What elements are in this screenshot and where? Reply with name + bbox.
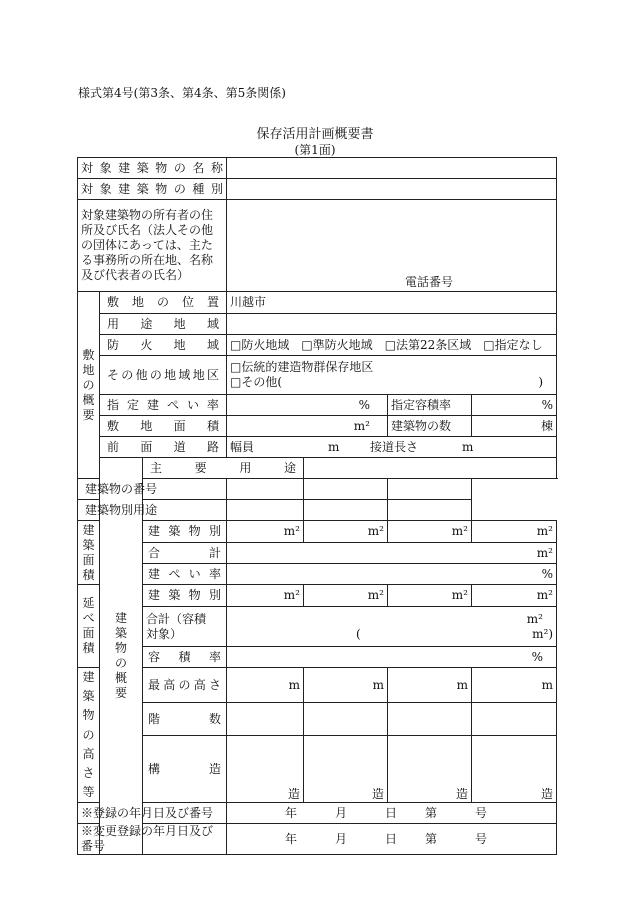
unit-m2: m²	[536, 524, 553, 538]
front-road-field[interactable]	[227, 437, 557, 458]
building-area-total-field[interactable]	[227, 543, 557, 564]
building-area-per-building-label	[143, 521, 227, 543]
floors-label	[143, 703, 227, 736]
label-char: 途	[140, 316, 153, 331]
unit-m: m	[541, 677, 553, 692]
label-char: 建	[118, 181, 131, 196]
building-kind-label	[78, 179, 227, 200]
height-group-line: 高さ	[82, 746, 95, 780]
overview-form-table	[77, 157, 557, 855]
site-location-value: 川越市	[230, 295, 267, 309]
label-char: 象	[99, 181, 112, 196]
label-char: 置	[206, 295, 219, 309]
label-char: 用	[133, 502, 146, 517]
floor-area-4[interactable]	[472, 585, 557, 607]
site-group-char: 地	[82, 362, 95, 377]
bcr-field[interactable]	[227, 395, 388, 416]
structure-2[interactable]	[304, 736, 388, 803]
unit-zo: 造	[287, 787, 300, 802]
site-area-unit: m²	[353, 418, 370, 433]
unit-m2: m²	[536, 588, 553, 602]
building-far-text	[146, 650, 223, 665]
unit-m2: m²	[283, 588, 300, 602]
label-char: 積	[206, 418, 219, 433]
floor-area-total-field[interactable]	[227, 607, 557, 647]
floor-area-group-label	[78, 585, 100, 668]
building-number-4[interactable]	[388, 479, 472, 500]
site-group-char: 概	[82, 392, 95, 407]
label-char: 高	[193, 677, 206, 692]
site-location-text	[103, 295, 223, 310]
label-char: 地	[192, 367, 205, 382]
building-number-2[interactable]	[227, 479, 304, 500]
owner-label	[78, 200, 227, 292]
label-char: 地	[173, 337, 186, 352]
max-height-2[interactable]	[304, 668, 388, 703]
main-use-field[interactable]	[304, 458, 557, 479]
floor-area-paren-unit: m²)	[532, 626, 553, 641]
label-char: 対	[81, 181, 94, 196]
label-char: 他	[135, 367, 148, 382]
label-char: 地	[140, 418, 153, 433]
use-zone-label	[100, 314, 227, 335]
label-char: 築	[97, 502, 110, 517]
reg-dai: 第	[425, 805, 438, 820]
unit-zo: 造	[371, 787, 384, 802]
label-char: 建	[146, 397, 159, 412]
building-number-3[interactable]	[304, 479, 388, 500]
main-use-text	[146, 461, 300, 476]
front-road-text	[103, 440, 223, 455]
label-char: 物	[188, 588, 201, 602]
label-char: 率	[208, 566, 221, 581]
site-overview-group-label	[78, 292, 100, 479]
label-char: 主	[150, 460, 163, 475]
label-char: 火	[140, 337, 153, 352]
label-char: 地	[131, 295, 144, 309]
use-per-building-4[interactable]	[388, 500, 472, 521]
use-zone-text	[103, 317, 223, 332]
label-char: の	[121, 367, 134, 382]
building-area-group-line: 面積	[82, 552, 95, 582]
label-char: 合	[148, 545, 161, 560]
other-district-close: )	[538, 375, 543, 389]
label-char: 築	[136, 181, 149, 196]
use-per-building-2[interactable]	[227, 500, 304, 521]
floor-area-3[interactable]	[388, 585, 472, 607]
label-char: 建	[85, 502, 98, 517]
owner-label-line: 及び代表者の氏名）	[81, 268, 190, 282]
floors-text	[146, 712, 223, 727]
building-bcr-text	[146, 567, 223, 582]
label-char: 前	[107, 439, 120, 454]
floor-area-group-line: 面積	[82, 626, 95, 655]
floors-4[interactable]	[472, 703, 557, 736]
building-group-char: 築	[114, 626, 127, 641]
label-char: 区	[206, 367, 219, 382]
building-area-1[interactable]	[227, 521, 304, 543]
building-name-label	[78, 158, 227, 179]
bcr-unit: %	[358, 397, 370, 412]
building-name-text	[81, 161, 223, 176]
label-char: 別	[208, 588, 221, 602]
owner-label-line: る事務所の所在地、名称	[81, 253, 214, 267]
use-per-building-label	[78, 500, 158, 521]
label-char: 物	[109, 502, 122, 517]
max-height-4[interactable]	[472, 668, 557, 703]
fire-zone-options	[227, 335, 557, 356]
label-char: 域	[206, 316, 219, 331]
unit-percent: %	[531, 649, 543, 664]
structure-1[interactable]	[227, 736, 304, 803]
unit-zo: 造	[455, 787, 468, 802]
unit-m2: m²	[367, 524, 384, 538]
label-char: 物	[109, 481, 122, 496]
floor-area-total-line: 対象）	[146, 626, 183, 641]
structure-text	[146, 762, 223, 777]
building-count-label: 建築物の数	[388, 416, 472, 437]
max-height-text	[146, 678, 223, 693]
label-char: 構	[148, 761, 161, 776]
front-road-label	[100, 437, 227, 458]
reg-day: 日	[385, 805, 398, 820]
label-char: の	[178, 677, 191, 692]
page-indicator: (第1面)	[294, 143, 336, 157]
change-reg-go: 号	[475, 831, 488, 846]
reg-go: 号	[475, 805, 488, 820]
label-char: 別	[210, 181, 223, 196]
label-char: 名	[192, 160, 205, 175]
building-area-total-label	[143, 543, 227, 564]
unit-m2: m²	[451, 524, 468, 538]
building-name-field[interactable]	[227, 158, 557, 179]
unit-m2: m²	[451, 588, 468, 602]
building-group-char: 要	[114, 686, 127, 701]
label-char: の	[149, 367, 162, 382]
label-char: 別	[208, 524, 221, 538]
road-contact-label: 接道長さ	[370, 439, 419, 454]
far-label: 指定容積率	[388, 395, 472, 416]
bcr-label	[100, 395, 227, 416]
floor-area-total-label	[143, 607, 227, 647]
building-kind-text	[81, 182, 223, 197]
building-area-total-text	[146, 546, 223, 561]
label-char: 途	[283, 460, 296, 475]
site-area-text	[103, 419, 223, 434]
label-char: 番	[133, 481, 146, 496]
height-group-line: 物の	[82, 708, 95, 742]
fire-zone-checkbox[interactable]: □防火地域	[230, 337, 290, 352]
label-char: 敷	[107, 295, 120, 309]
floor-area-paren-open: (	[356, 626, 361, 641]
owner-label-line: の団体にあっては、主た	[81, 238, 213, 252]
label-char: 積	[178, 649, 191, 664]
far-unit: %	[541, 397, 553, 412]
document-title: 保存活用計画概要書	[256, 127, 374, 142]
floor-area-per-building-label	[143, 585, 227, 607]
label-char: 面	[173, 418, 186, 433]
label-char: 敷	[107, 418, 120, 433]
owner-field[interactable]	[227, 200, 557, 292]
max-height-1[interactable]	[227, 668, 304, 703]
label-char: 物	[188, 524, 201, 538]
fire-zone-text	[103, 338, 223, 353]
label-char: 築	[136, 160, 149, 175]
building-area-per-building-text	[146, 524, 223, 539]
height-group-line: 等	[82, 785, 95, 800]
building-area-4[interactable]	[472, 521, 557, 543]
label-char: 要	[194, 460, 207, 475]
floor-area-2[interactable]	[304, 585, 388, 607]
label-char: 路	[206, 439, 219, 454]
building-number-text	[81, 481, 158, 497]
other-district-text	[103, 368, 223, 383]
building-bcr-field[interactable]	[227, 564, 557, 585]
phone-label: 電話番号	[405, 275, 454, 289]
unit-percent: %	[541, 566, 553, 581]
floor-area-total-unit: m²	[526, 611, 543, 626]
site-area-field[interactable]	[227, 416, 388, 437]
change-registration-field[interactable]	[227, 824, 557, 855]
label-char: の	[173, 160, 186, 175]
label-char: 物	[155, 160, 168, 175]
label-char: 最	[148, 677, 161, 692]
other-district-checkbox[interactable]: □その他(	[230, 375, 283, 389]
floors-3[interactable]	[388, 703, 472, 736]
change-reg-year: 年	[285, 831, 298, 846]
main-use-label	[143, 458, 304, 479]
building-far-label	[143, 647, 227, 668]
label-char: 建	[148, 524, 161, 538]
building-area-2[interactable]	[304, 521, 388, 543]
max-height-label	[143, 668, 227, 703]
site-area-label	[100, 416, 227, 437]
other-district-options	[227, 356, 557, 395]
label-char: 建	[148, 588, 161, 602]
unit-m2: m²	[283, 524, 300, 538]
unit-zo: 造	[540, 787, 553, 802]
building-number-label	[78, 479, 158, 500]
building-group-char: 物	[114, 641, 127, 656]
label-char: 面	[140, 439, 153, 454]
other-district-label	[100, 356, 227, 395]
road-width-label: 幅員	[230, 439, 255, 454]
label-char: 造	[208, 761, 221, 776]
change-reg-day: 日	[385, 831, 398, 846]
unit-m: m	[372, 677, 384, 692]
label-char: の	[156, 295, 169, 309]
max-height-3[interactable]	[388, 668, 472, 703]
label-char: 別	[121, 502, 134, 517]
label-char: さ	[208, 677, 221, 692]
floor-area-1[interactable]	[227, 585, 304, 607]
reg-year: 年	[285, 805, 298, 820]
building-kind-field[interactable]	[227, 179, 557, 200]
label-char: 用	[239, 460, 252, 475]
building-count-unit: 棟	[540, 418, 553, 433]
label-char: 築	[97, 481, 110, 496]
site-group-char: の	[82, 377, 95, 392]
label-char: 対	[81, 160, 94, 175]
label-char: 地	[173, 316, 186, 331]
building-group-char: の	[114, 656, 127, 671]
label-char: 用	[107, 316, 120, 331]
label-char: 域	[178, 367, 191, 382]
no-designation-checkbox[interactable]: □指定なし	[483, 337, 543, 352]
traditional-district-checkbox[interactable]: □伝統的建造物群保存地区	[230, 360, 374, 374]
use-per-building-3[interactable]	[304, 500, 388, 521]
registration-field[interactable]	[227, 803, 557, 824]
building-group-char: 建	[114, 611, 127, 626]
unit-m: m	[288, 677, 300, 692]
quasi-fire-zone-checkbox[interactable]: □準防火地域	[301, 337, 373, 352]
structure-3[interactable]	[388, 736, 472, 803]
label-char: 称	[210, 160, 223, 175]
structure-4[interactable]	[472, 736, 557, 803]
building-area-group-label	[78, 521, 100, 585]
label-char: 象	[99, 160, 112, 175]
label-char: 防	[107, 337, 120, 352]
label-char: の	[121, 481, 134, 496]
building-far-field[interactable]	[227, 647, 557, 668]
label-char: そ	[107, 367, 120, 382]
label-char: 築	[168, 588, 181, 602]
bcr-text	[103, 398, 223, 413]
label-char: い	[188, 566, 201, 581]
label-char: 指	[107, 397, 120, 412]
change-registration-label: ※変更登録の年月日及び番号	[78, 824, 227, 855]
unit-m: m	[456, 677, 468, 692]
building-area-group-line: 建築	[82, 522, 95, 552]
label-char: 種	[192, 181, 205, 196]
site-group-char: 敷	[82, 347, 95, 362]
owner-label-line: 対象建築物の所有者の住	[81, 208, 214, 222]
label-char: 計	[208, 545, 221, 560]
owner-label-line: 所及び氏名（法人その他	[81, 223, 214, 237]
change-reg-dai: 第	[425, 831, 438, 846]
road-contact-unit: m	[462, 439, 474, 454]
label-char: 定	[126, 397, 139, 412]
fire-zone-label	[100, 335, 227, 356]
label-char: ぺ	[166, 397, 179, 412]
registration-label: ※登録の年月日及び番号	[78, 803, 227, 824]
label-char: 築	[168, 524, 181, 538]
change-reg-month: 月	[335, 831, 348, 846]
label-char: 建	[85, 481, 98, 496]
structure-label	[143, 736, 227, 803]
unit-m2: m²	[367, 588, 384, 602]
floor-area-total-line: 合計（容積	[146, 611, 207, 626]
road-width-unit: m	[328, 439, 340, 454]
use-per-building-text	[81, 502, 158, 518]
building-bcr-label	[143, 564, 227, 585]
site-group-char: 要	[82, 407, 95, 422]
label-char: い	[186, 397, 199, 412]
label-char: 途	[145, 502, 158, 517]
site-location-field[interactable]	[227, 292, 557, 314]
label-char: 建	[118, 160, 131, 175]
floors-2[interactable]	[304, 703, 388, 736]
floor-area-group-line: 延べ	[82, 596, 95, 625]
label-char: 容	[148, 649, 161, 664]
building-area-3[interactable]	[388, 521, 472, 543]
floor-area-per-building-text	[146, 588, 223, 603]
unit-m2: m²	[536, 545, 553, 560]
label-char: 率	[206, 397, 219, 412]
label-char: 道	[173, 439, 186, 454]
building-group-char: 概	[114, 671, 127, 686]
label-char: 数	[208, 711, 221, 726]
height-group-label	[78, 668, 100, 803]
form-reference: 様式第4号(第3条、第4条、第5条関係)	[78, 86, 286, 100]
label-char: 域	[206, 337, 219, 352]
label-char: の	[173, 181, 186, 196]
label-char: 率	[208, 649, 221, 664]
label-char: 階	[148, 711, 161, 726]
building-count-field[interactable]	[472, 416, 557, 437]
height-group-line: 建築	[82, 670, 95, 704]
label-char: 建	[148, 566, 161, 581]
use-zone-field[interactable]	[227, 314, 557, 335]
article22-zone-checkbox[interactable]: □法第22条区域	[384, 337, 472, 352]
label-char: 高	[163, 677, 176, 692]
far-field[interactable]	[472, 395, 557, 416]
site-location-label	[100, 292, 227, 314]
floors-1[interactable]	[227, 703, 304, 736]
label-char: 号	[145, 481, 158, 496]
label-char: 物	[155, 181, 168, 196]
reg-month: 月	[335, 805, 348, 820]
label-char: 地	[164, 367, 177, 382]
label-char: ぺ	[168, 566, 181, 581]
label-char: 位	[181, 295, 194, 309]
